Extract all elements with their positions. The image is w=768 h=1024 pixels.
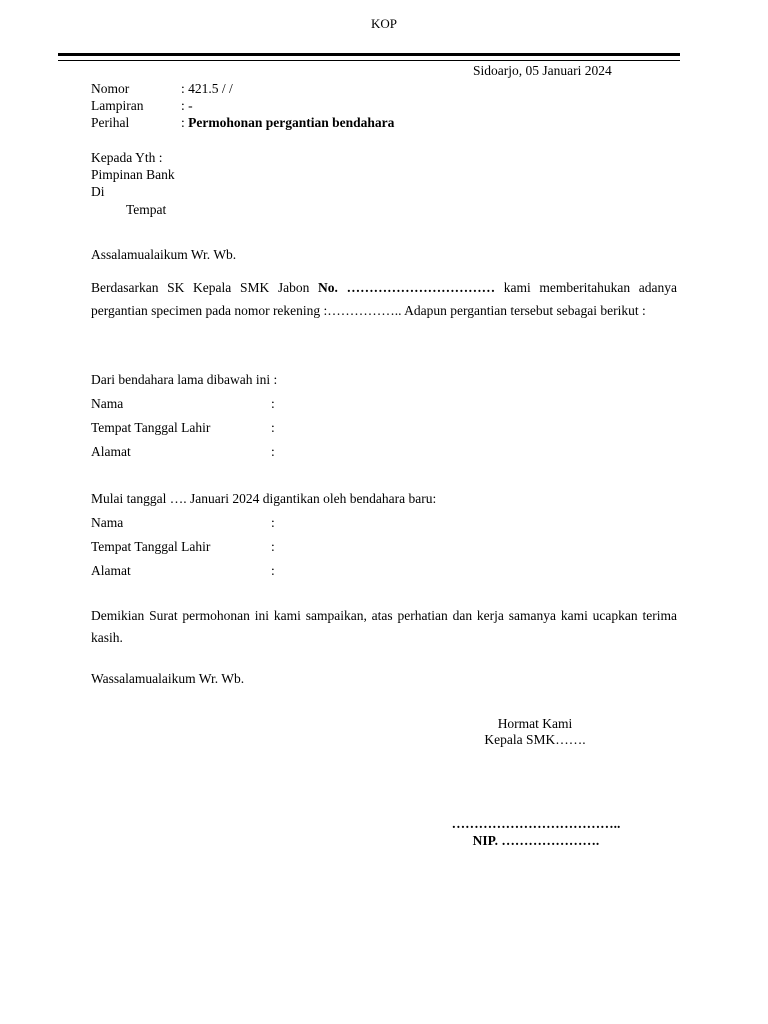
intro-part-3: kami memberitahukan adanya pergantian specimen pada nomor rekening :…………….. Adapun pergantian tersebut sebagai berikut : [91, 280, 678, 318]
nomor-value: : 421.5 / / [181, 81, 233, 96]
old-treasurer-heading: Dari bendahara lama dibawah ini : [91, 372, 278, 387]
new-address-label: Alamat [91, 563, 131, 578]
old-address-colon: : [271, 444, 275, 459]
recipient-line-2: Pimpinan Bank [91, 167, 175, 182]
recipient-line-1: Kepada Yth : [91, 150, 163, 165]
old-name-colon: : [271, 396, 275, 411]
new-name-label: Nama [91, 515, 124, 530]
perihal-value [181, 114, 394, 131]
new-treasurer-heading: Mulai tanggal …. Januari 2024 digantikan oleh bendahara baru: [91, 491, 437, 506]
letterhead-rule-thin [58, 60, 680, 61]
farewell: Wassalamualaikum Wr. Wb. [91, 671, 245, 686]
old-name-label: Nama [91, 396, 124, 411]
intro-paragraph [91, 276, 677, 322]
new-address-colon: : [271, 563, 275, 578]
perihal-label: Perihal [91, 115, 130, 130]
letterhead-rule-thick [58, 53, 680, 56]
intro-part-1: Berdasarkan SK Kepala SMK Jabon [91, 280, 319, 295]
closing-paragraph: Demikian Surat permohonan ini kami sampaikan, atas perhatian dan kerja samanya kami ucapkan terima kasih. [91, 608, 677, 645]
signature-title: Kepala SMK……. [484, 732, 586, 747]
old-birth-label: Tempat Tanggal Lahir [91, 420, 211, 435]
sk-number: No. …………………………… [318, 280, 496, 295]
new-birth-label: Tempat Tanggal Lahir [91, 539, 211, 554]
lampiran-label: Lampiran [91, 98, 144, 113]
signature-closing: Hormat Kami [497, 716, 573, 731]
letter-date: Sidoarjo, 05 Januari 2024 [473, 63, 612, 78]
letterhead-placeholder: KOP [370, 16, 397, 31]
signature-nip: NIP. …………………. [472, 833, 600, 848]
signature-name-line: ……………………………….. [451, 816, 621, 831]
old-birth-colon: : [271, 420, 275, 435]
perihal-subject: Permohonan pergantian bendahara [188, 115, 395, 130]
recipient-line-3: Di [91, 184, 105, 199]
old-address-label: Alamat [91, 444, 131, 459]
lampiran-value: : - [181, 98, 193, 113]
nomor-label: Nomor [91, 81, 130, 96]
greeting: Assalamualaikum Wr. Wb. [91, 247, 237, 262]
perihal-colon: : [181, 115, 189, 130]
new-birth-colon: : [271, 539, 275, 554]
recipient-line-4: Tempat [126, 202, 167, 217]
new-name-colon: : [271, 515, 275, 530]
